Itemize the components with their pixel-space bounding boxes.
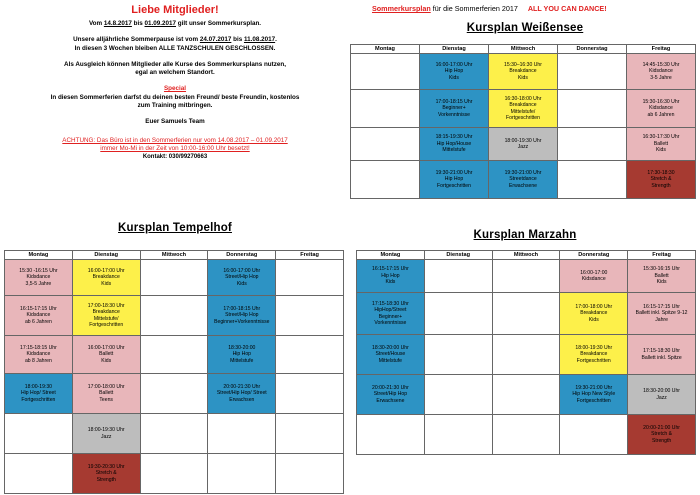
letter xyxy=(0,0,350,162)
course-text: 18:00-19:30 Uhr Jazz xyxy=(504,137,542,150)
course-text: 16:15-17:15 Uhr Kidsdance ab 6 Jahren xyxy=(19,305,57,325)
table-row xyxy=(351,90,696,128)
course-text: 14:45-15:30 Uhr Kidsdance 3-5 Jahre xyxy=(642,61,680,81)
empty-cell xyxy=(351,54,420,90)
empty-cell xyxy=(351,90,420,128)
letter-title: Liebe Mitglieder! xyxy=(131,4,219,16)
course-text: 16:00-17:00 Uhr Hip Hop Kids xyxy=(435,61,473,81)
empty-cell xyxy=(140,260,208,296)
course-cell xyxy=(420,128,489,161)
summer-break-line: Unsere alljährliche Sommerpause ist vom 24.07.2017 bis 11.08.2017. xyxy=(73,36,277,44)
course-text: 16:00-17:00 Uhr Street/Hip Hop Kids xyxy=(223,267,261,287)
course-cell xyxy=(72,260,140,296)
course-text: 15:30-16:30 Uhr Kidsdance ab 6 Jahren xyxy=(642,98,680,118)
table-row xyxy=(357,335,696,375)
marzahn-title: Kursplan Marzahn xyxy=(473,229,577,241)
empty-cell xyxy=(140,454,208,494)
table-row xyxy=(5,296,344,336)
empty-cell xyxy=(276,414,344,454)
course-text: 16:00-17:00 Uhr Breakdance Kids xyxy=(87,267,125,287)
course-cell xyxy=(5,260,73,296)
course-text: 20:00-21:30 Uhr Street/Hip Hop Erwachsene xyxy=(371,384,409,404)
course-text: 16:00-17:00 Uhr Ballett Kids xyxy=(87,344,125,364)
course-text: 19:30-21:00 Uhr Streetdance Erwachsene xyxy=(504,169,542,189)
empty-cell xyxy=(140,414,208,454)
empty-cell xyxy=(424,335,492,375)
empty-cell xyxy=(5,454,73,494)
closed-line: In diesen 3 Wochen bleiben ALLE TANZSCHULEN GESCHLOSSEN. xyxy=(74,44,276,52)
empty-cell xyxy=(276,454,344,494)
table-row xyxy=(357,260,696,293)
course-cell xyxy=(72,374,140,414)
course-cell xyxy=(627,128,696,161)
empty-cell xyxy=(424,293,492,335)
day-header-mittwoch: Mittwoch xyxy=(489,45,558,54)
course-cell xyxy=(357,375,425,415)
course-text: 19:30-21:00 Uhr Hip Hop Fortgeschritten xyxy=(435,169,473,189)
course-text: 17:00-18:15 Uhr Street/Hip Hop Beginner+Vorkenntnisse xyxy=(214,305,270,325)
empty-cell xyxy=(558,161,627,199)
table-row xyxy=(5,454,344,494)
empty-cell xyxy=(357,415,425,455)
empty-cell xyxy=(424,375,492,415)
empty-cell xyxy=(492,260,560,293)
course-cell xyxy=(628,335,696,375)
course-cell xyxy=(420,90,489,128)
course-text: 16:00-17:00 Kidsdance xyxy=(580,269,608,282)
course-cell xyxy=(560,293,628,335)
day-header-donnerstag: Donnerstag xyxy=(558,45,627,54)
course-cell xyxy=(72,336,140,374)
course-cell xyxy=(72,296,140,336)
table-row xyxy=(351,54,696,90)
table-row xyxy=(5,336,344,374)
course-cell xyxy=(420,54,489,90)
course-cell xyxy=(208,336,276,374)
course-cell xyxy=(627,161,696,199)
empty-cell xyxy=(5,414,73,454)
course-text: 16:30-18:00 Uhr Breakdance Mittelstufe/ Fortgeschritten xyxy=(504,95,542,121)
course-cell xyxy=(489,54,558,90)
table-row xyxy=(351,161,696,199)
course-text: 15:30-16:15 Uhr Ballett Kids xyxy=(643,266,680,286)
course-text: 20:00-21:30 Uhr Street/Hip Hop/ Street Erwachsen xyxy=(216,383,267,403)
empty-cell xyxy=(140,296,208,336)
empty-cell xyxy=(276,374,344,414)
course-text: 16:15-17:15 Uhr Ballett inkl. Spitze 9-12 Jahre xyxy=(635,303,688,323)
validity-line: Vom 14.8.2017 bis 01.09.2017 gilt unser Sommerkursplan. xyxy=(88,20,262,27)
empty-cell xyxy=(276,296,344,336)
course-cell xyxy=(5,336,73,374)
course-cell xyxy=(357,260,425,293)
special-line-1: In diesen Sommerferien darfst du deinen besten Freund/ beste Freundin, kostenlos xyxy=(50,93,300,101)
course-text: 17:00-18:30 Uhr Breakdance Mittelstufe/ Fortgeschritten xyxy=(87,302,125,328)
course-cell xyxy=(628,293,696,335)
weissensee-schedule-table xyxy=(350,44,696,199)
course-cell xyxy=(357,293,425,335)
course-cell xyxy=(560,260,628,293)
empty-cell xyxy=(560,415,628,455)
course-cell xyxy=(208,374,276,414)
office-notice-2: immer Mo-Mi in der Zeit von 10:00-16:00 Uhr besetzt! xyxy=(100,144,250,152)
empty-cell xyxy=(492,375,560,415)
empty-cell xyxy=(351,128,420,161)
summer-plan-header: Sommerkursplan für die Sommerferien 2017 ALL YOU CAN DANCE! xyxy=(372,4,607,13)
course-text: 18:00-19:30 Uhr Jazz xyxy=(87,427,125,440)
course-cell xyxy=(627,90,696,128)
course-text: 15:30 -16:15 Uhr Kidsdance 3,5-5 Jahre xyxy=(19,267,58,287)
course-cell xyxy=(357,335,425,375)
empty-cell xyxy=(351,161,420,199)
table-row xyxy=(357,293,696,335)
empty-cell xyxy=(276,260,344,296)
course-text: 18:00-19:30 Uhr Breakdance Fortgeschritten xyxy=(575,344,613,364)
empty-cell xyxy=(140,374,208,414)
empty-cell xyxy=(208,414,276,454)
signature: Euer Samuels Team xyxy=(145,118,205,126)
day-header-dienstag: Dienstag xyxy=(72,251,140,260)
course-text: 17:15-18:30 Uhr HipHop/Street Beginner+ Vorkenntnisse xyxy=(371,300,409,326)
table-row xyxy=(357,415,696,455)
weissensee-title: Kursplan Weißensee xyxy=(466,22,584,34)
day-header-freitag: Freitag xyxy=(627,45,696,54)
empty-cell xyxy=(140,336,208,374)
contact-line: Kontakt: 030/99270663 xyxy=(142,154,208,161)
table-row xyxy=(351,128,696,161)
empty-cell xyxy=(558,128,627,161)
course-text: 17:00-18:00 Uhr Breakdance Kids xyxy=(575,303,613,323)
table-row xyxy=(5,414,344,454)
day-header-montag: Montag xyxy=(5,251,73,260)
course-cell xyxy=(628,415,696,455)
course-cell xyxy=(5,296,73,336)
tempelhof-schedule-table xyxy=(4,250,344,494)
course-cell xyxy=(72,414,140,454)
course-cell xyxy=(489,90,558,128)
course-text: 19:30-20:30 Uhr Stretch & Strength xyxy=(87,463,125,483)
course-cell xyxy=(560,375,628,415)
course-cell xyxy=(420,161,489,199)
course-text: 17:00-18:15 Uhr Beginner+ Vorkenntnisse xyxy=(435,98,473,118)
course-text: 18:00-19:30 Hip Hop/ Street Fortgeschritten xyxy=(20,383,56,403)
course-text: 18:30-20:00 Uhr Jazz xyxy=(643,388,680,401)
empty-cell xyxy=(208,454,276,494)
course-cell xyxy=(627,54,696,90)
location-line: egal an welchem Standort. xyxy=(135,69,215,77)
course-text: 20:00-21:00 Uhr Stretch & Strength xyxy=(643,424,680,444)
special-heading: Special xyxy=(163,85,187,93)
course-cell xyxy=(208,296,276,336)
course-cell xyxy=(628,375,696,415)
tempelhof-title: Kursplan Tempelhof xyxy=(118,222,232,234)
table-row xyxy=(357,375,696,415)
course-text: 15:30–16:30 Uhr Breakdance Kids xyxy=(504,61,542,81)
table-row xyxy=(5,260,344,296)
day-header-dienstag: Dienstag xyxy=(420,45,489,54)
course-cell xyxy=(5,374,73,414)
table-row xyxy=(5,374,344,414)
course-text: 18:15-19:30 Uhr Hip Hop/House Mittelstufe xyxy=(435,134,473,154)
course-cell xyxy=(628,260,696,293)
empty-cell xyxy=(492,415,560,455)
course-text: 16:30-17:30 Uhr Ballett Kids xyxy=(642,134,680,154)
day-header-freitag: Freitag xyxy=(628,251,696,260)
empty-cell xyxy=(558,90,627,128)
empty-cell xyxy=(492,335,560,375)
empty-cell xyxy=(424,260,492,293)
course-cell xyxy=(489,128,558,161)
course-cell xyxy=(560,335,628,375)
course-text: 17:00-18:00 Uhr Ballett Teens xyxy=(87,383,125,403)
empty-cell xyxy=(558,54,627,90)
compensation-line: Als Ausgleich können Mitglieder alle Kurse des Sommerkursplans nutzen, xyxy=(64,60,286,68)
course-text: 17:15-18:15 Uhr Kidsdance ab 8 Jahren xyxy=(19,344,57,364)
course-text: 16:15-17:15 Uhr Hip Hop Kids xyxy=(371,266,409,286)
course-cell xyxy=(72,454,140,494)
day-header-freitag: Freitag xyxy=(276,251,344,260)
empty-cell xyxy=(424,415,492,455)
day-header-mittwoch: Mittwoch xyxy=(492,251,560,260)
day-header-donnerstag: Donnerstag xyxy=(208,251,276,260)
course-cell xyxy=(208,260,276,296)
day-header-donnerstag: Donnerstag xyxy=(560,251,628,260)
empty-cell xyxy=(492,293,560,335)
course-cell xyxy=(489,161,558,199)
office-notice-1: ACHTUNG: Das Büro ist in den Sommerferien nur vom 14.08.2017 – 01.09.2017 xyxy=(62,136,288,144)
course-text: 18:30-20:00 Hip Hop Mittelstufe xyxy=(228,344,256,364)
day-header-mittwoch: Mittwoch xyxy=(140,251,208,260)
marzahn-schedule-table xyxy=(356,250,696,455)
course-text: 17:30-18:30 Stretch & Strength xyxy=(647,169,675,189)
day-header-montag: Montag xyxy=(357,251,425,260)
empty-cell xyxy=(276,336,344,374)
day-header-montag: Montag xyxy=(351,45,420,54)
course-text: 17:15-18:30 Uhr Ballett inkl. Spitze xyxy=(641,348,682,361)
special-line-2: zum Training mitbringen. xyxy=(137,102,213,110)
course-text: 19:30-21:00 Uhr Hip Hop New Style Fortgeschritten xyxy=(572,384,616,404)
day-header-dienstag: Dienstag xyxy=(424,251,492,260)
course-text: 18:30-20:00 Uhr Street/House Mittelstufe xyxy=(371,344,409,364)
